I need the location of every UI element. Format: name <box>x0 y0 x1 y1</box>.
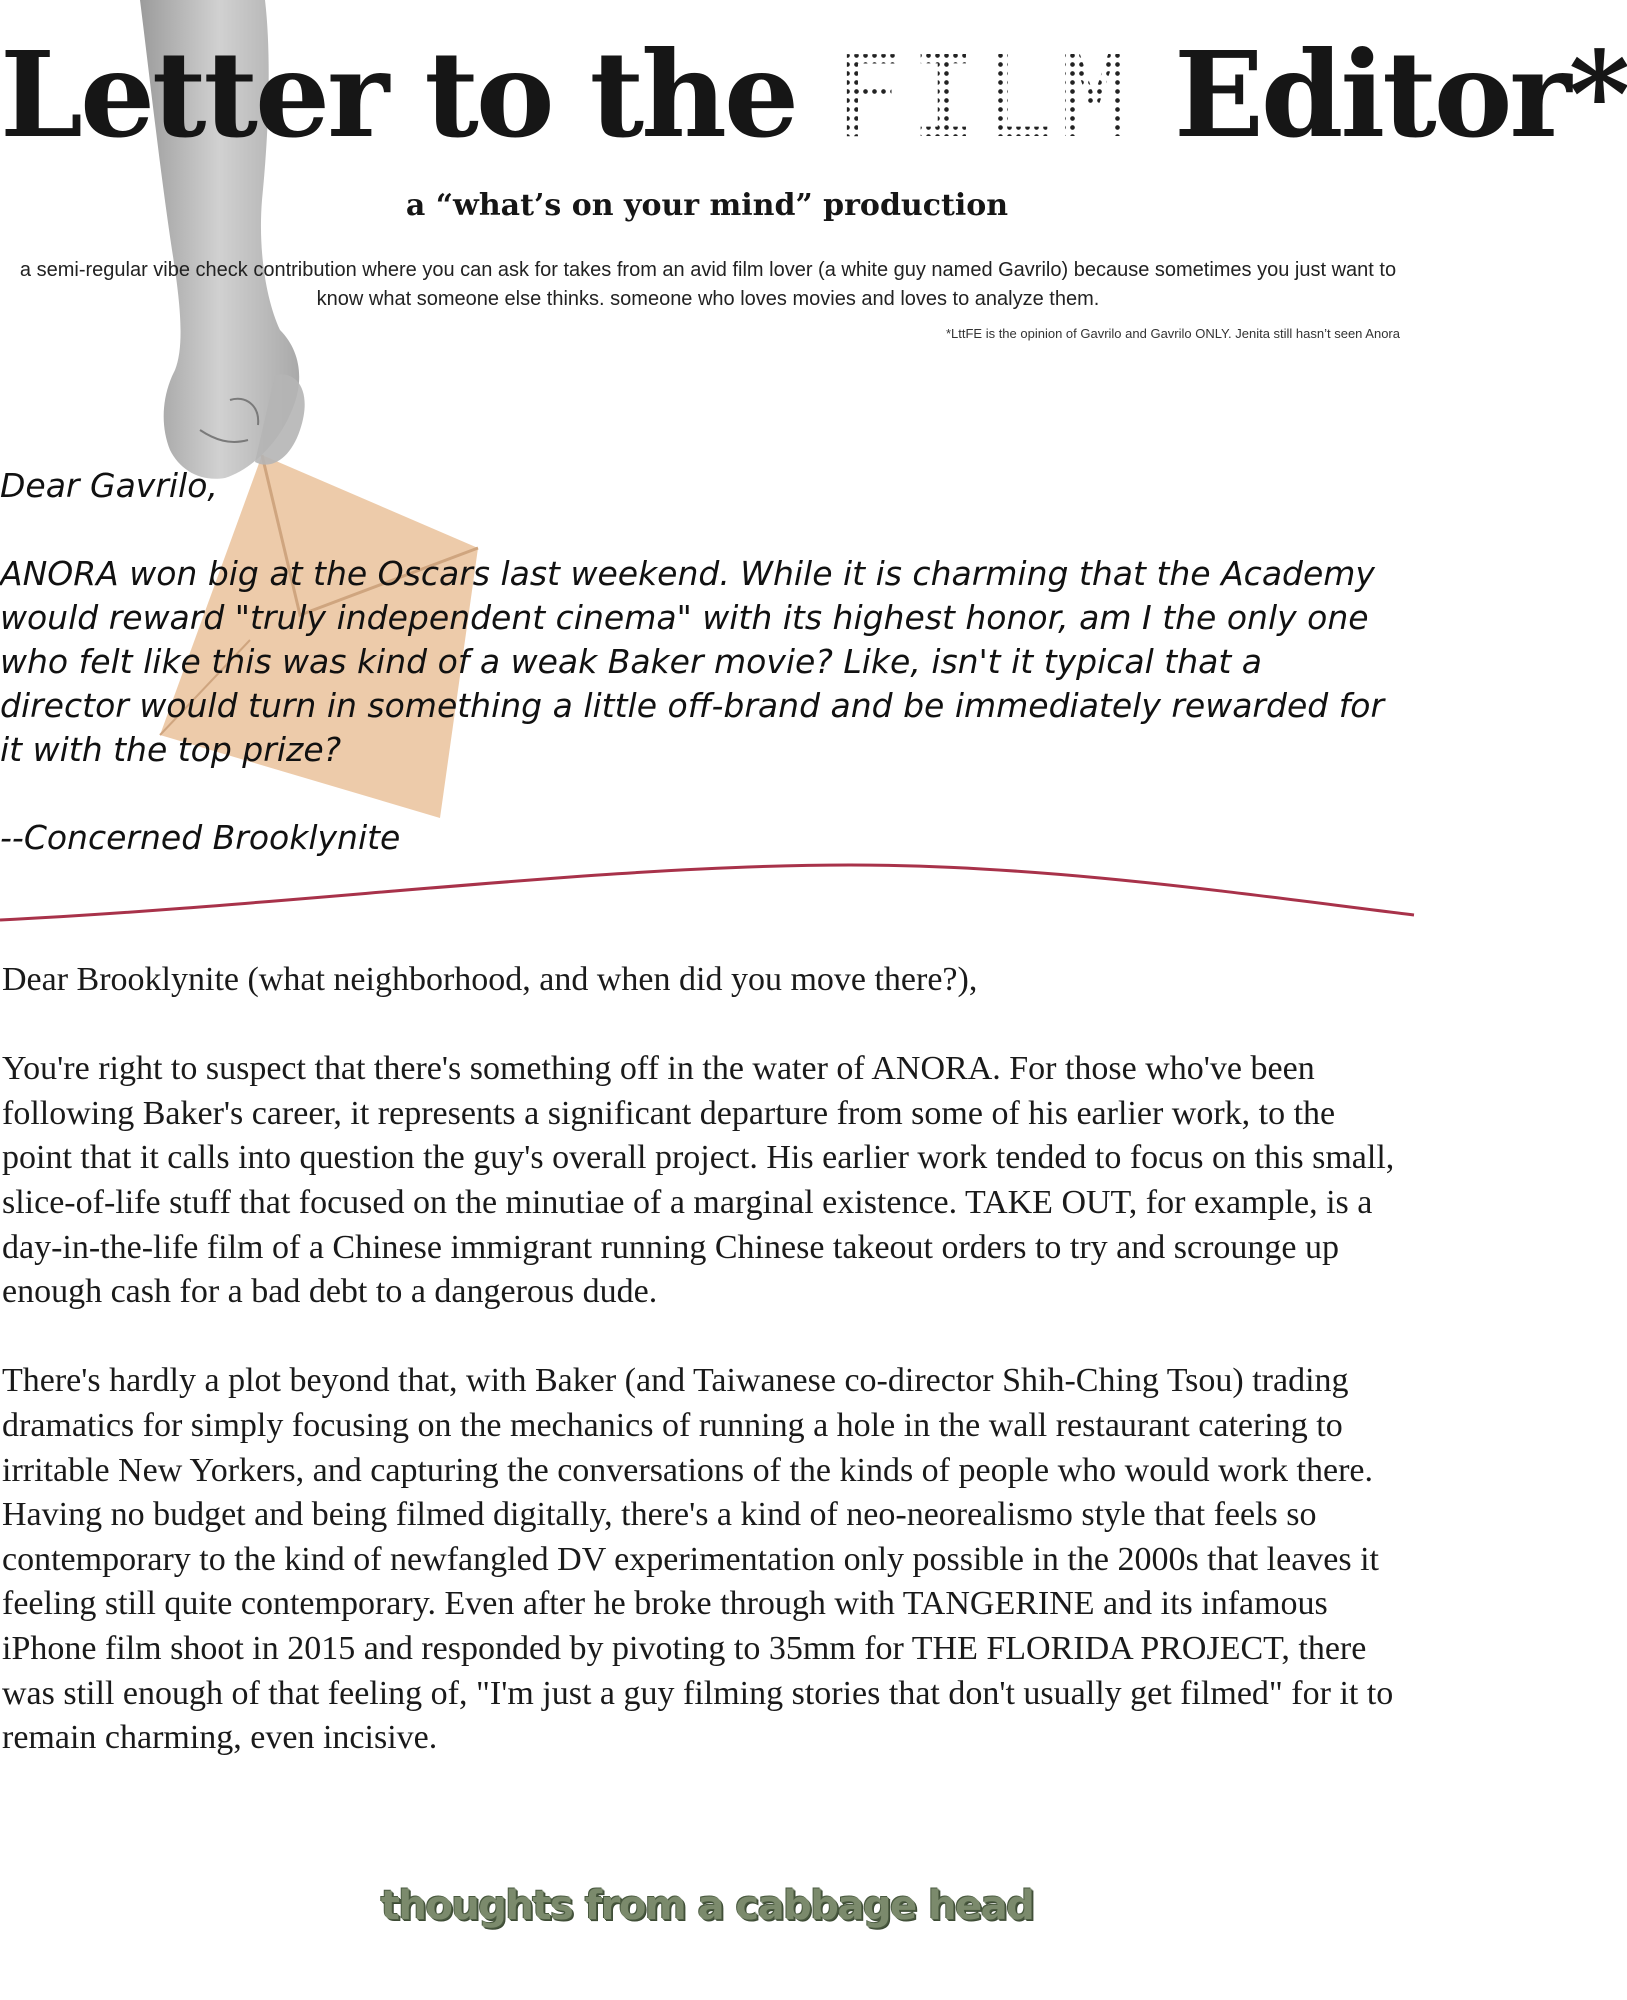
title-film-word: FILM <box>834 33 1136 163</box>
letter-signoff: --Concerned Brooklynite <box>0 818 401 857</box>
reader-letter <box>0 464 1400 860</box>
reply-greeting: Dear Brooklynite (what neighborhood, and when did you move there?), <box>2 961 978 998</box>
disclaimer-note: *LttFE is the opinion of Gavrilo and Gavrilo ONLY. Jenita still hasn’t seen Anora <box>945 326 1400 341</box>
subtitle: a “what’s on your mind” production <box>405 188 1009 223</box>
letter-body: ANORA won big at the Oscars last weekend. While it is charming that the Academy would reward "truly independent cinema" with its highest honor, am I the only one who felt like this was kind of a weak Baker movie? Like, isn't it typical that a director would turn in something a little off-brand and be immediately rewarded for it with the top prize? <box>0 554 1385 769</box>
column-description: a semi-regular vibe check contribution where you can ask for takes from an avid film lover (a white guy named Gavrilo) because sometimes you just want to know what someone else thinks. someone who loves movies and loves to analyze them. <box>19 259 1397 310</box>
title-prefix: Letter to the <box>0 25 835 164</box>
editor-reply <box>2 958 1412 1761</box>
reply-paragraph-2: There's hardly a plot beyond that, with Baker (and Taiwanese co-director Shih-Ching Tsou) trading dramatics for simply focusing on the mechanics of running a hole in the wall restaurant catering to irritable New Yorkers, and capturing the conversations of the kinds of people who would work there. Having no budget and being filmed digitally, there's a kind of neo-neorealismo style that feels so contemporary to the kind of newfangled DV experimentation only possible in the 2000s that leaves it feeling still quite contemporary. Even after he broke through with TANGERINE and its infamous iPhone film shoot in 2015 and responded by pivoting to 35mm for THE FLORIDA PROJECT, there was still enough of that feeling of, "I'm just a guy filming stories that don't usually get filmed" for it to remain charming, even incisive. <box>2 1362 1394 1757</box>
wave-divider <box>0 855 1414 925</box>
reply-paragraph-1: You're right to suspect that there's something off in the water of ANORA. For those who've been following Baker's career, it represents a significant departure from some of his earlier work, to the point that it calls into question the guy's overall project. His earlier work tended to focus on this small, slice-of-life stuff that focused on the minutiae of a marginal existence. TAKE OUT, for example, is a day-in-the-life film of a Chinese immigrant running Chinese takeout orders to try and scrounge up enough cash for a bad debt to a dangerous dude. <box>2 1050 1395 1311</box>
letter-greeting: Dear Gavrilo, <box>0 466 218 505</box>
title-suffix: Editor* <box>1135 25 1627 164</box>
page-title <box>0 20 1627 173</box>
footer-tagline: thoughts from a cabbage head <box>380 1883 1034 1929</box>
